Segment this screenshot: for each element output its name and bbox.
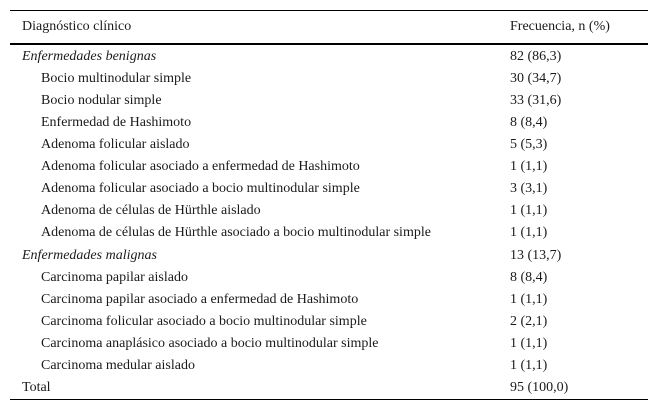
- row-value: 8 (8,4): [510, 270, 548, 285]
- total-label: Total: [10, 377, 510, 400]
- total-value: 95 (100,0): [510, 377, 648, 400]
- row-value: 8 (8,4): [510, 115, 548, 130]
- diagnosis-frequency-table: [10, 10, 648, 400]
- table-row: [10, 311, 648, 333]
- table-row: [10, 333, 648, 355]
- row-value: 3 (3,1): [510, 181, 548, 196]
- table-row: [10, 156, 648, 178]
- group-label: Enfermedades benignas: [22, 48, 157, 64]
- row-value: 2 (2,1): [510, 314, 548, 329]
- table-row: [10, 355, 648, 377]
- group-row-malignant: [10, 244, 648, 267]
- header-row: [10, 11, 648, 45]
- row-label: Carcinoma medular aislado: [41, 358, 195, 373]
- table-row: [10, 200, 648, 222]
- header-diagnosis: Diagnóstico clínico: [10, 11, 510, 45]
- group-value: 13 (13,7): [510, 247, 562, 263]
- diagnosis-table-container: [10, 10, 648, 400]
- row-value: 1 (1,1): [510, 203, 548, 218]
- row-value: 1 (1,1): [510, 225, 548, 240]
- table-body: [10, 44, 648, 400]
- row-label: Adenoma de células de Hürthle aislado: [41, 203, 261, 218]
- table-row: [10, 68, 648, 90]
- table-row: [10, 134, 648, 156]
- row-value: 5 (5,3): [510, 137, 548, 152]
- row-label: Adenoma de células de Hürthle asociado a bocio multinodular simple: [41, 225, 431, 240]
- row-label: Carcinoma folicular asociado a bocio multinodular simple: [41, 314, 367, 329]
- row-value: 30 (34,7): [510, 71, 562, 86]
- row-label: Bocio nodular simple: [41, 93, 162, 108]
- row-label: Enfermedad de Hashimoto: [41, 115, 192, 130]
- row-label: Adenoma folicular aislado: [41, 137, 190, 152]
- total-row: [10, 377, 648, 400]
- table-row: [10, 112, 648, 134]
- table-header: [10, 11, 648, 45]
- table-row: [10, 289, 648, 311]
- row-label: Adenoma folicular asociado a bocio multinodular simple: [41, 181, 360, 196]
- row-value: 1 (1,1): [510, 358, 548, 373]
- row-label: Bocio multinodular simple: [41, 71, 192, 86]
- row-value: 33 (31,6): [510, 93, 562, 108]
- row-value: 1 (1,1): [510, 292, 548, 307]
- header-frequency: Frecuencia, n (%): [510, 11, 648, 45]
- group-label: Enfermedades malignas: [22, 247, 157, 263]
- row-value: 1 (1,1): [510, 159, 548, 174]
- group-row-benign: [10, 44, 648, 68]
- group-value: 82 (86,3): [510, 48, 562, 64]
- row-label: Adenoma folicular asociado a enfermedad de Hashimoto: [41, 159, 360, 174]
- row-label: Carcinoma anaplásico asociado a bocio multinodular simple: [41, 336, 379, 351]
- row-label: Carcinoma papilar asociado a enfermedad de Hashimoto: [41, 292, 359, 307]
- table-row: [10, 267, 648, 289]
- row-value: 1 (1,1): [510, 336, 548, 351]
- row-label: Carcinoma papilar aislado: [41, 270, 188, 285]
- table-row: [10, 222, 648, 244]
- table-row: [10, 178, 648, 200]
- table-row: [10, 90, 648, 112]
